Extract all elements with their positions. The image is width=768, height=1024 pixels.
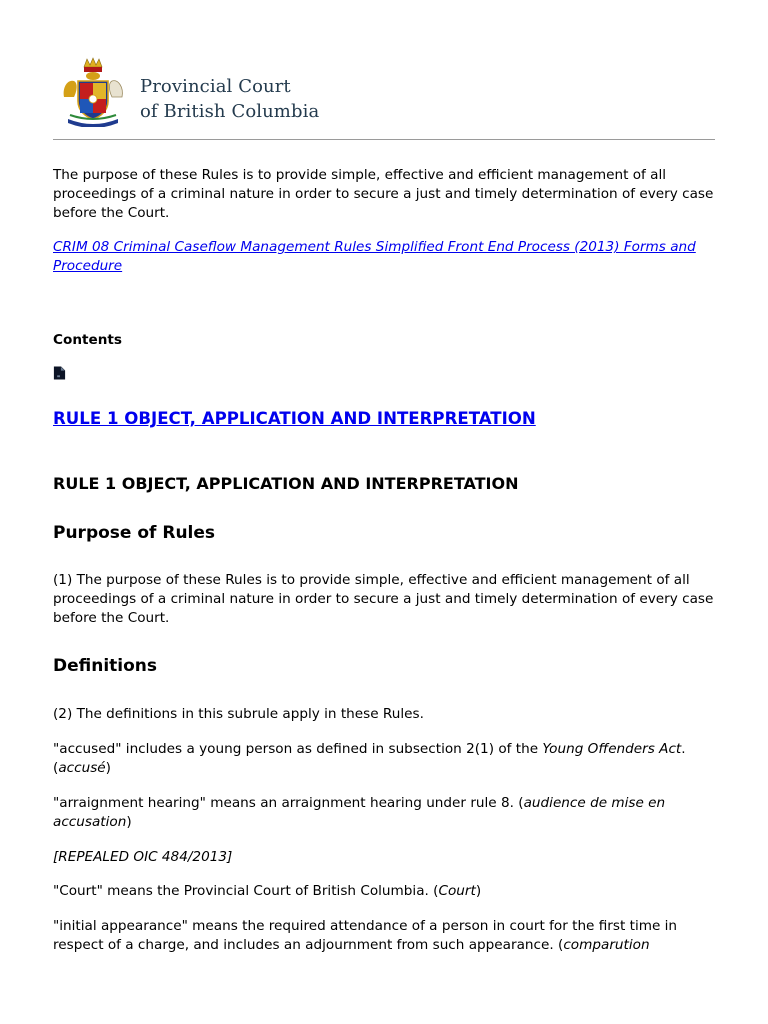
definition-accused — [53, 740, 715, 778]
rule-1-heading: RULE 1 OBJECT, APPLICATION AND INTERPRETATION — [53, 474, 519, 493]
purpose-paragraph: (1) The purpose of these Rules is to provide simple, effective and efficient management of all proceedings of a criminal nature in order to secure a just and timely determination of every case before the Court. — [53, 572, 714, 626]
site-brand[interactable] — [140, 74, 319, 124]
repealed-text: [REPEALED OIC 484/2013] — [53, 849, 233, 865]
definition-court — [53, 882, 715, 901]
act-name: Young Offenders Act — [542, 741, 682, 757]
contents-label: Contents — [53, 332, 122, 348]
def-text: "Court" means the Provincial Court of British Columbia. ( — [53, 883, 439, 899]
page-content — [53, 0, 715, 953]
def-text: "arraignment hearing" means an arraignment hearing under rule 8. ( — [53, 795, 524, 811]
forms-procedure-link[interactable]: CRIM 08 Criminal Caseflow Management Rules Simplified Front End Process (2013) Forms and Procedure — [53, 239, 696, 274]
french-term: audience de mise en accusation — [53, 795, 666, 830]
def-text: "initial appearance" means the required attendance of a person in court for the first time in respect of a charge, and includes an adjournment from such appearance. ( — [53, 918, 678, 953]
document-icon[interactable] — [53, 366, 66, 380]
french-term: Court — [438, 883, 476, 899]
def-text: "accused" includes a young person as defined in subsection 2(1) of the — [53, 741, 543, 757]
definitions-intro: (2) The definitions in this subrule apply in these Rules. — [53, 706, 424, 722]
repealed-note — [53, 848, 715, 867]
royal-crest-logo[interactable] — [60, 57, 126, 127]
toc-rule-1-link[interactable]: RULE 1 OBJECT, APPLICATION AND INTERPRETATION — [53, 409, 536, 428]
definition-initial-appearance — [53, 917, 715, 955]
site-header — [53, 0, 715, 140]
def-text: . ( — [53, 741, 686, 776]
brand-line-2: of British Columbia — [140, 101, 320, 122]
def-text: ) — [475, 883, 482, 899]
def-text: ) — [126, 814, 132, 830]
french-term: comparution — [563, 937, 650, 953]
toc-entry — [53, 409, 715, 428]
forms-link-paragraph — [53, 238, 715, 276]
brand-line-1: Provincial Court — [140, 76, 291, 97]
definitions-heading: Definitions — [53, 656, 158, 676]
intro-paragraph: The purpose of these Rules is to provide simple, effective and efficient management of all proceedings of a criminal nature in order to secure a just and timely determination of every case before the Court. — [53, 167, 714, 221]
definition-arraignment — [53, 794, 715, 832]
french-term: accusé — [58, 760, 106, 776]
purpose-heading: Purpose of Rules — [53, 523, 216, 543]
def-text: ) — [105, 760, 111, 776]
